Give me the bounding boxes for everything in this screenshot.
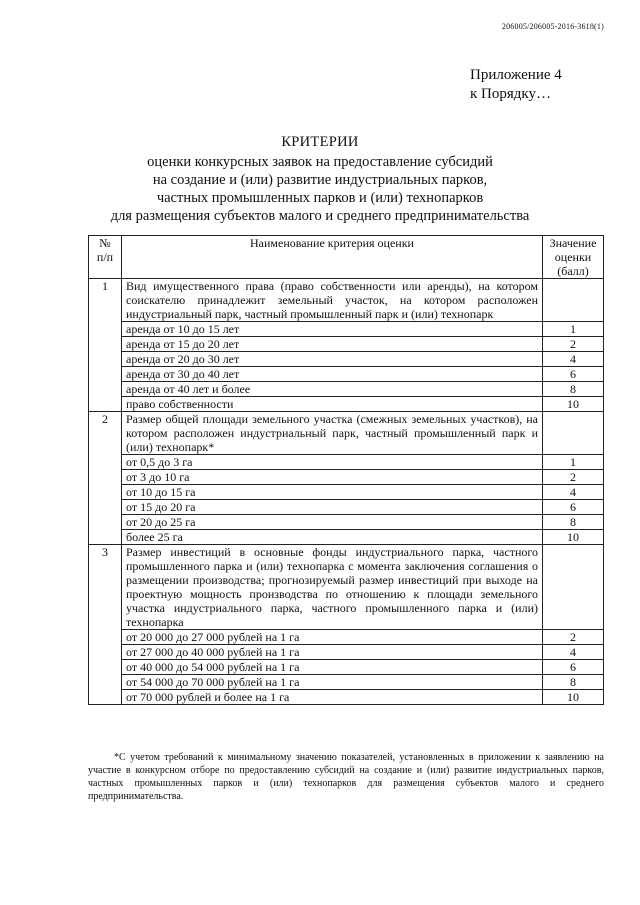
criterion-row (89, 545, 604, 630)
option-label: от 27 000 до 40 000 рублей на 1 га (122, 645, 543, 660)
option-row (89, 382, 604, 397)
option-score: 8 (543, 382, 604, 397)
option-row (89, 485, 604, 500)
option-row (89, 530, 604, 545)
option-row (89, 515, 604, 530)
header-criterion-name: Наименование критерия оценки (122, 236, 543, 279)
option-score: 10 (543, 397, 604, 412)
option-label: от 15 до 20 га (122, 500, 543, 515)
header-number: № п/п (89, 236, 122, 279)
option-score: 1 (543, 322, 604, 337)
table-header-row (89, 236, 604, 279)
option-score: 6 (543, 367, 604, 382)
option-row (89, 645, 604, 660)
option-score: 2 (543, 337, 604, 352)
criterion-row (89, 412, 604, 455)
option-row (89, 660, 604, 675)
criteria-table (88, 235, 604, 705)
criterion-number: 1 (89, 279, 122, 412)
option-label: от 3 до 10 га (122, 470, 543, 485)
title-heading: КРИТЕРИИ (281, 134, 359, 150)
criterion-number: 2 (89, 412, 122, 545)
document-title (0, 133, 640, 225)
criterion-description: Размер общей площади земельного участка (смежных земельных участков), на котором расположен индустриальный парк, частный промышленный парк и (или) технопарк* (122, 412, 543, 455)
criterion-description: Вид имущественного права (право собственности или аренды), на котором соискателю принадлежит земельный участок, на котором расположен индустриальный парк, частный промышленный парк и (или) технопарк (122, 279, 543, 322)
option-row (89, 397, 604, 412)
title-line-3: частных промышленных парков и (или) технопарков (156, 190, 484, 206)
option-label: от 54 000 до 70 000 рублей на 1 га (122, 675, 543, 690)
option-row (89, 470, 604, 485)
option-row (89, 675, 604, 690)
option-label: аренда от 30 до 40 лет (122, 367, 543, 382)
title-line-1: оценки конкурсных заявок на предоставление субсидий (147, 154, 493, 170)
option-row (89, 690, 604, 705)
option-score: 4 (543, 645, 604, 660)
option-score: 1 (543, 455, 604, 470)
option-score: 10 (543, 530, 604, 545)
title-line-2: на создание и (или) развитие индустриальных парков, (152, 172, 488, 188)
option-row (89, 455, 604, 470)
option-score: 10 (543, 690, 604, 705)
option-label: право собственности (122, 397, 543, 412)
option-row (89, 367, 604, 382)
option-label: от 20 000 до 27 000 рублей на 1 га (122, 630, 543, 645)
option-score: 8 (543, 515, 604, 530)
option-score: 8 (543, 675, 604, 690)
option-row (89, 337, 604, 352)
option-score: 4 (543, 485, 604, 500)
option-row (89, 630, 604, 645)
appendix-line-2: к Порядку… (470, 86, 551, 102)
option-label: от 10 до 15 га (122, 485, 543, 500)
option-label: от 0,5 до 3 га (122, 455, 543, 470)
option-row (89, 322, 604, 337)
option-label: аренда от 40 лет и более (122, 382, 543, 397)
option-score: 6 (543, 500, 604, 515)
header-score: Значение оценки (балл) (543, 236, 604, 279)
criterion-score-empty (543, 545, 604, 630)
document-id: 206005/206005-2016-3618(1) (501, 22, 604, 31)
option-label: более 25 га (122, 530, 543, 545)
criterion-description: Размер инвестиций в основные фонды индустриального парка, частного промышленного парка и (или) технопарка с момента заключения соглашения о размещении производства; прогнозируемый размер инвестиций при выходе на проектную мощность производства по отношению к площади земельного участка индустриального парка, частного промышленного парка и (или) технопарка (122, 545, 543, 630)
option-label: от 40 000 до 54 000 рублей на 1 га (122, 660, 543, 675)
appendix-line-1: Приложение 4 (470, 67, 562, 83)
option-score: 2 (543, 630, 604, 645)
option-label: аренда от 10 до 15 лет (122, 322, 543, 337)
option-label: аренда от 20 до 30 лет (122, 352, 543, 367)
footnote: *С учетом требований к минимальному значению показателей, установленных в приложении к заявлению на участие в конкурсном отборе по предоставлению субсидий на создание и (или) развитие индустриальных парков, частных промышленных парков и (или) технопарков для размещения субъектов малого и среднего предпринимательства. (88, 752, 604, 802)
option-score: 4 (543, 352, 604, 367)
criterion-score-empty (543, 412, 604, 455)
criterion-number: 3 (89, 545, 122, 705)
title-line-4: для размещения субъектов малого и среднего предпринимательства (110, 208, 530, 224)
option-label: от 20 до 25 га (122, 515, 543, 530)
option-score: 2 (543, 470, 604, 485)
option-label: аренда от 15 до 20 лет (122, 337, 543, 352)
criterion-row (89, 279, 604, 322)
option-row (89, 500, 604, 515)
appendix-reference (470, 66, 562, 104)
criterion-score-empty (543, 279, 604, 322)
option-score: 6 (543, 660, 604, 675)
option-label: от 70 000 рублей и более на 1 га (122, 690, 543, 705)
option-row (89, 352, 604, 367)
